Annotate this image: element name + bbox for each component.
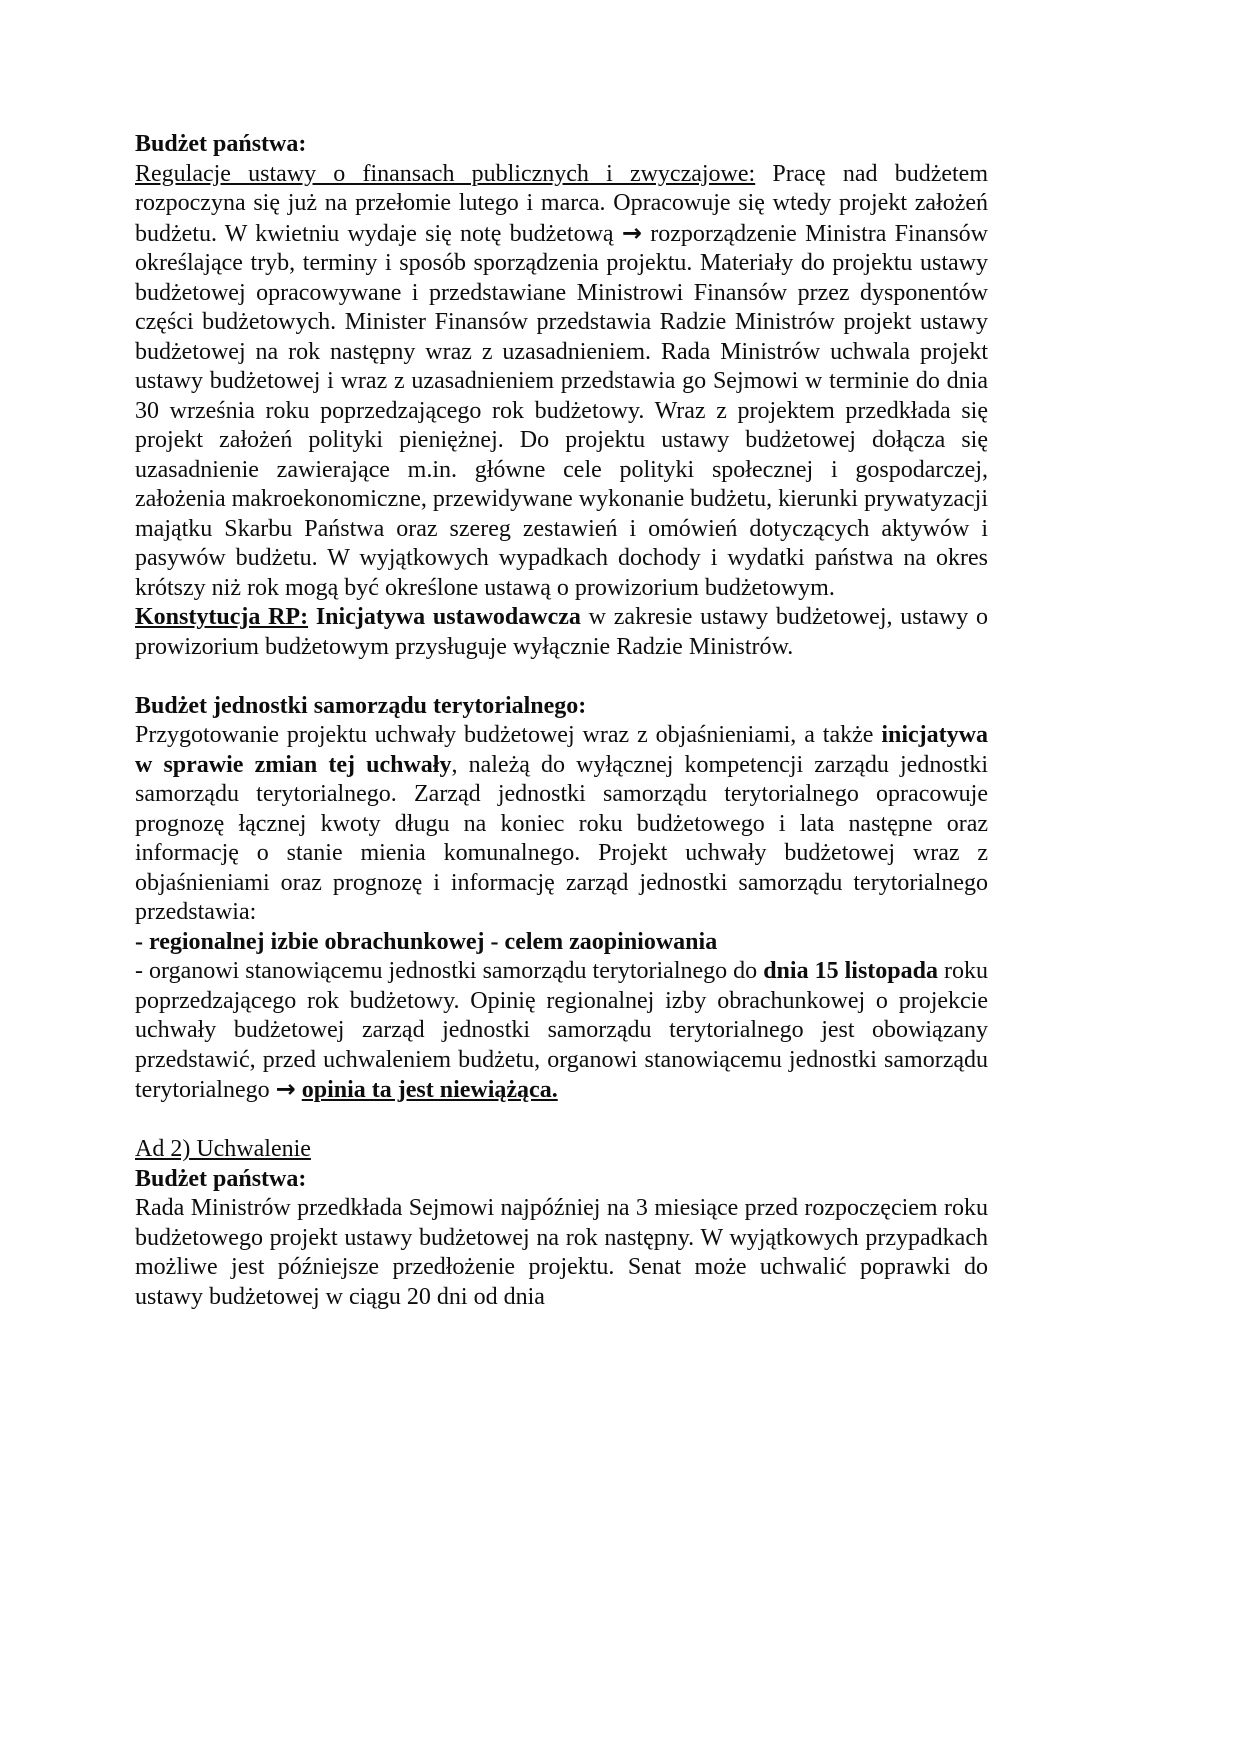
list-item-organ-stanowiacy: [135, 957, 988, 1106]
text-segment: Regulacje ustawy o finansach publicznych i zwyczajowe:: [135, 160, 756, 187]
text-segment: Inicjatywa ustawodawcza: [315, 604, 581, 630]
arrow-glyph: →: [275, 1075, 296, 1103]
text-segment: inicjatywa w sprawie zmian tej uchwały: [135, 722, 988, 778]
text-segment: Ad 2) Uchwalenie: [135, 1136, 311, 1162]
text-segment: w zakresie ustawy budżetowej, ustawy o prowizorium budżetowym przysługuje wyłącznie Radzie Ministrów.: [135, 604, 988, 660]
text-segment: , należą do wyłącznej kompetencji zarządu jednostki samorządu terytorialnego. Zarząd jednostki samorządu terytorialnego opracowuje prognozę łącznej kwoty długu na koniec roku budżetowego i lata następne oraz informację o stanie mienia komunalnego. Projekt uchwały budżetowej wraz z objaśnieniami oraz prognozę i informację zarząd jednostki samorządu terytorialnego przedstawia:: [135, 751, 988, 925]
para-jst-przygotowanie: [135, 721, 988, 928]
text-segment: Budżet jednostki samorządu terytorialnego:: [135, 692, 587, 719]
arrow-glyph: →: [621, 218, 642, 247]
text-segment: [308, 604, 316, 630]
text-segment: rozporządzenie Ministra Finansów określające tryb, terminy i sposób sporządzenia projektu. Materiały do projektu ustawy budżetowej opracowywane i przedstawiane Ministrowi Finansów przez dysponentów części budżetowych. Minister Finansów przedstawia Radzie Ministrów projekt ustawy budżetowej na rok następny wraz z uzasadnieniem. Rada Ministrów uchwala projekt ustawy budżetowej i wraz z uzasadnieniem przedstawia go Sejmowi w terminie do dnia 30 września roku poprzedzającego rok budżetowy. Wraz z projektem przedkłada się projekt założeń polityki pieniężnej. Do projektu ustawy budżetowej dołącza się uzasadnienie zawierające m.in. główne cele polityki społecznej i gospodarczej, założenia makroekonomiczne, przewidywane wykonanie budżetu, kierunki prywatyzacji majątku Skarbu Państwa oraz szereg zestawień i omówień dotyczących aktywów i pasywów budżetu. W wyjątkowych wypadkach dochody i wydatki państwa na okres krótszy niż rok mogą być określone ustawą o prowizorium budżetowym.: [135, 220, 988, 601]
text-segment: Budżet państwa:: [135, 131, 307, 157]
heading-budzet-panstwa-2: [135, 1165, 988, 1195]
text-segment: Przygotowanie projektu uchwały budżetowej wraz z objaśnieniami, a także: [135, 722, 882, 748]
text-segment: Pracę nad budżetem rozpoczyna się już na przełomie lutego i marca. Opracowuje się wtedy projekt założeń budżetu. W kwietniu wydaje się notę budżetową: [135, 160, 989, 247]
heading-budzet-jst: [135, 692, 988, 722]
text-segment: opinia ta jest niewiążąca.: [301, 1077, 558, 1103]
text-segment: Konstytucja RP:: [135, 604, 309, 630]
text-segment: dnia 15 listopada: [763, 958, 938, 984]
heading-ad2-uchwalenie: [135, 1135, 988, 1165]
text-segment: Rada Ministrów przedkłada Sejmowi najpóźniej na 3 miesiące przed rozpoczęciem roku budżetowego projekt ustawy budżetowej na rok następny. W wyjątkowych przypadkach możliwe jest późniejsze przedłożenie projektu. Senat może uchwalić poprawki do ustawy budżetowej w ciągu 20 dni od dnia: [135, 1195, 988, 1310]
document-body: [135, 130, 988, 1312]
text-segment: roku poprzedzającego rok budżetowy. Opinię regionalnej izby obrachunkowej o projekcie uchwały budżetowej zarząd jednostki samorządu terytorialnego jest obowiązany przedstawić, przed uchwaleniem budżetu, organowi stanowiącemu jednostki samorządu terytorialnego: [135, 958, 988, 1103]
list-item-regionalna-izba: [135, 928, 988, 958]
text-segment: Budżet państwa:: [135, 1165, 307, 1192]
para-regulacje-ustawy: [135, 160, 988, 604]
text-segment: - organowi stanowiącemu jednostki samorządu terytorialnego do: [135, 958, 764, 984]
heading-budzet-panstwa-1: [135, 130, 988, 160]
para-rada-ministrow: [135, 1194, 988, 1312]
text-segment: - regionalnej izbie obrachunkowej - celem zaopiniowania: [135, 928, 718, 955]
para-konstytucja-rp: [135, 603, 988, 662]
